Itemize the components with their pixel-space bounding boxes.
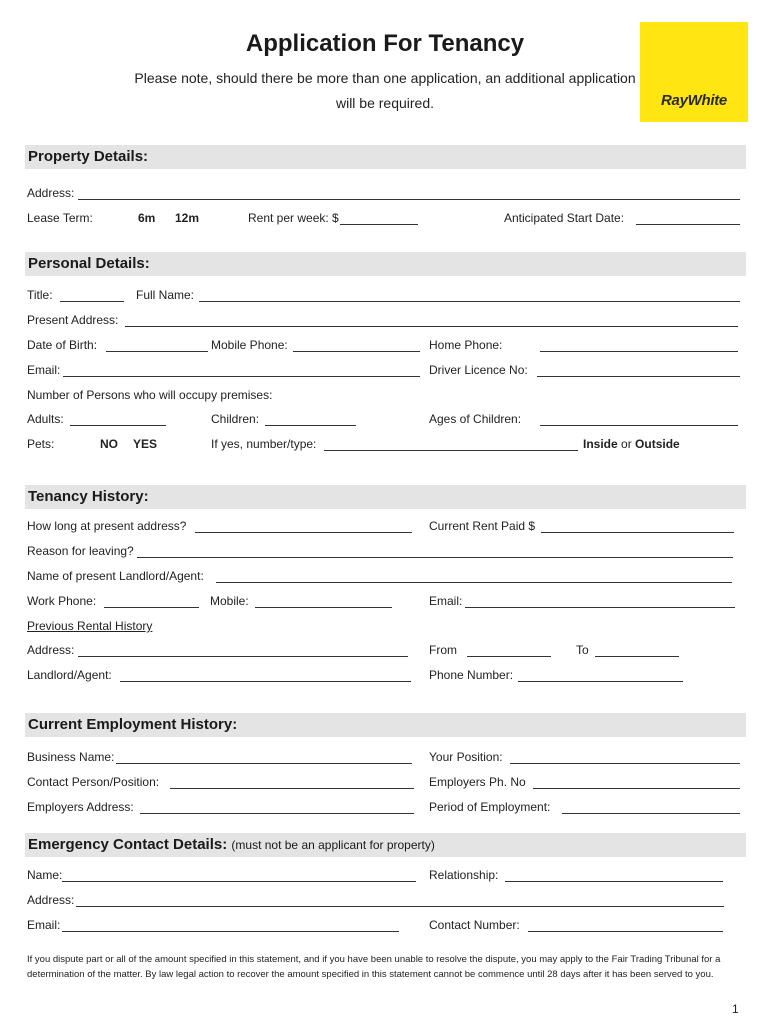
business-name-field[interactable] [116, 763, 412, 764]
relationship-label: Relationship: [429, 868, 499, 882]
to-field[interactable] [595, 656, 679, 657]
mobile-phone-label: Mobile Phone: [211, 338, 288, 352]
licence-field[interactable] [537, 376, 740, 377]
home-phone-field[interactable] [540, 351, 738, 352]
title-field[interactable] [60, 301, 124, 302]
logo-text: RayWhite [661, 92, 727, 109]
page-number: 1 [732, 1002, 739, 1016]
contact-person-label: Contact Person/Position: [27, 775, 160, 789]
outside-option[interactable]: Outside [635, 437, 680, 451]
position-field[interactable] [510, 763, 740, 764]
section-heading [28, 836, 435, 853]
section-heading: Property Details: [28, 148, 149, 165]
persons-label: Number of Persons who will occupy premises: [27, 388, 273, 402]
dob-field[interactable] [106, 351, 208, 352]
emergency-name-field[interactable] [62, 881, 416, 882]
employer-address-label: Employers Address: [27, 800, 134, 814]
current-rent-label: Current Rent Paid $ [429, 519, 536, 533]
section-property-details [25, 145, 746, 169]
tenancy-email-field[interactable] [465, 607, 735, 608]
employer-phone-field[interactable] [533, 788, 740, 789]
disclaimer-text: If you dispute part or all of the amount specified in this statement, and if you have been unable to resolve the dispute, you may apply to the Fair Trading Tribunal for a determination of the matter. By law legal action to recover the amount specified in this statement cannot be commence until 28 days after it has been served to you. [27, 954, 721, 980]
emergency-email-label: Email: [27, 918, 61, 932]
address-field[interactable] [78, 199, 740, 200]
inside-option[interactable]: Inside [583, 437, 618, 451]
emergency-name-label: Name: [27, 868, 63, 882]
period-label: Period of Employment: [429, 800, 551, 814]
lease-6m-option[interactable]: 6m [138, 211, 156, 225]
contact-number-label: Contact Number: [429, 918, 520, 932]
pets-yes-option[interactable]: YES [133, 437, 158, 451]
home-phone-label: Home Phone: [429, 338, 503, 352]
pets-no-option[interactable]: NO [100, 437, 118, 451]
present-address-field[interactable] [125, 326, 738, 327]
children-label: Children: [211, 412, 260, 426]
pet-type-field[interactable] [324, 450, 578, 451]
landlord-field[interactable] [216, 582, 732, 583]
previous-address-label: Address: [27, 643, 75, 657]
present-address-label: Present Address: [27, 313, 119, 327]
pet-type-label: If yes, number/type: [211, 437, 317, 451]
employer-address-field[interactable] [140, 813, 414, 814]
emergency-email-field[interactable] [62, 931, 399, 932]
ages-label: Ages of Children: [429, 412, 522, 426]
children-field[interactable] [265, 425, 356, 426]
landlord-agent-label: Landlord/Agent: [27, 668, 112, 682]
section-heading: Current Employment History: [28, 716, 238, 733]
section-heading: Personal Details: [28, 255, 150, 272]
full-name-label: Full Name: [136, 288, 195, 302]
start-date-label: Anticipated Start Date: [504, 211, 625, 225]
reason-field[interactable] [137, 557, 733, 558]
email-field[interactable] [63, 376, 420, 377]
employer-phone-label: Employers Ph. No [429, 775, 526, 789]
section-tenancy-history [25, 485, 746, 509]
work-phone-field[interactable] [104, 607, 199, 608]
start-date-field[interactable] [636, 224, 740, 225]
dob-label: Date of Birth: [27, 338, 98, 352]
relationship-field[interactable] [505, 881, 723, 882]
emergency-address-label: Address: [27, 893, 75, 907]
business-name-label: Business Name: [27, 750, 115, 764]
full-name-field[interactable] [199, 301, 740, 302]
emergency-heading: Emergency Contact Details: [28, 836, 228, 853]
how-long-field[interactable] [195, 532, 412, 533]
landlord-agent-field[interactable] [120, 681, 411, 682]
how-long-label: How long at present address? [27, 519, 187, 533]
reason-label: Reason for leaving? [27, 544, 134, 558]
section-emergency-contact [25, 833, 746, 857]
section-employment-history [25, 713, 746, 737]
contact-number-field[interactable] [528, 931, 723, 932]
lease-12m-option[interactable]: 12m [175, 211, 200, 225]
adults-label: Adults: [27, 412, 64, 426]
position-label: Your Position: [429, 750, 503, 764]
phone-number-field[interactable] [518, 681, 683, 682]
page-subtitle: Please note, should there be more than one application, an additional application will be required. [134, 70, 636, 111]
title-label: Title: [27, 288, 53, 302]
from-label: From [429, 643, 457, 657]
mobile-phone-field[interactable] [293, 351, 420, 352]
tenancy-mobile-label: Mobile: [210, 594, 249, 608]
previous-address-field[interactable] [78, 656, 408, 657]
previous-rental-heading: Previous Rental History [27, 619, 153, 633]
rent-label: Rent per week: $ [248, 211, 339, 225]
emergency-address-field[interactable] [76, 906, 724, 907]
ages-field[interactable] [540, 425, 738, 426]
adults-field[interactable] [70, 425, 166, 426]
ray-white-logo [640, 22, 748, 122]
inside-outside [583, 437, 680, 451]
licence-label: Driver Licence No: [429, 363, 528, 377]
section-heading: Tenancy History: [28, 488, 149, 505]
contact-person-field[interactable] [170, 788, 414, 789]
current-rent-field[interactable] [541, 532, 734, 533]
or-text: or [621, 437, 632, 451]
to-label: To [576, 643, 589, 657]
section-personal-details [25, 252, 746, 276]
phone-number-label: Phone Number: [429, 668, 514, 682]
from-field[interactable] [467, 656, 551, 657]
pets-label: Pets: [27, 437, 55, 451]
lease-term-label: Lease Term: [27, 211, 93, 225]
tenancy-email-label: Email: [429, 594, 463, 608]
email-label: Email: [27, 363, 61, 377]
emergency-note: (must not be an applicant for property) [231, 838, 435, 852]
work-phone-label: Work Phone: [27, 594, 97, 608]
page-title: Application For Tenancy [245, 30, 525, 57]
landlord-label: Name of present Landlord/Agent: [27, 569, 204, 583]
period-field[interactable] [562, 813, 740, 814]
tenancy-mobile-field[interactable] [255, 607, 392, 608]
address-label: Address: [27, 186, 75, 200]
rent-field[interactable] [340, 224, 418, 225]
